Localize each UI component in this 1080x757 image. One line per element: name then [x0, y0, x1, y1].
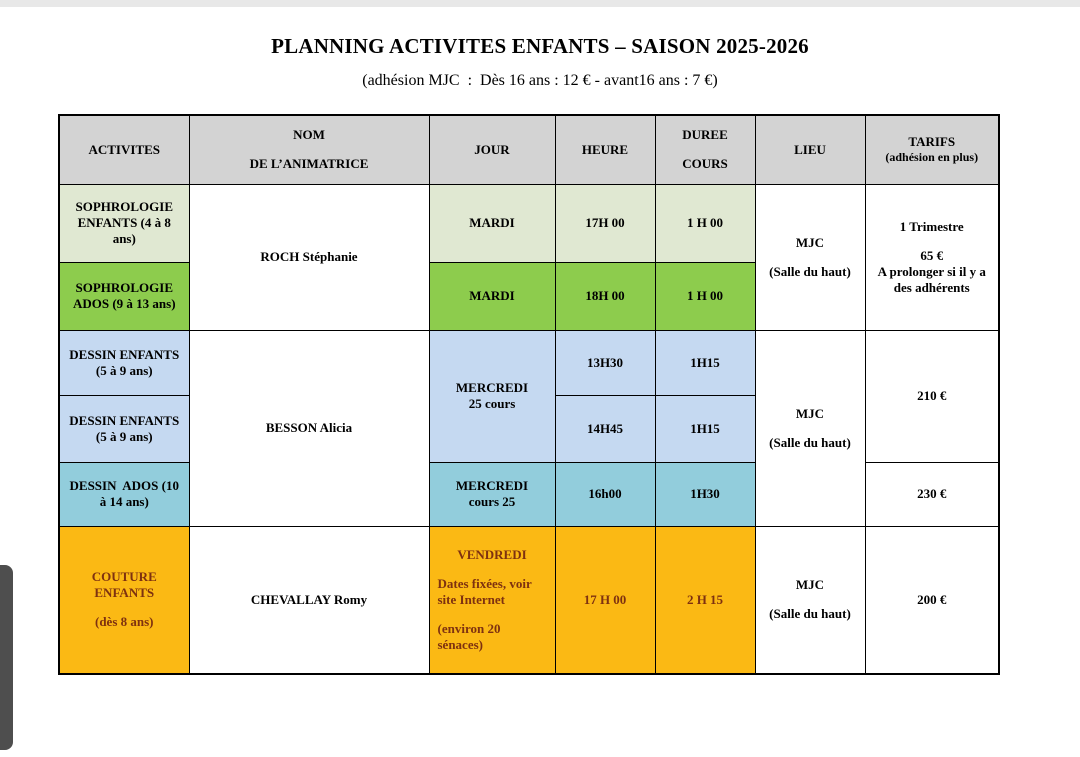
- page-title: PLANNING ACTIVITES ENFANTS – SAISON 2025-2026: [271, 34, 809, 58]
- cell-animatrice-besson: BESSON Alicia: [189, 330, 429, 526]
- cell-tarif-sophrologie: [865, 184, 999, 330]
- cell-heure-dessin-enfants-1: 13H30: [555, 330, 655, 395]
- header-lieu-label: LIEU: [794, 141, 826, 157]
- cell-heure-sophrologie-enfants: 17H 00: [555, 184, 655, 262]
- table-header-row: [59, 115, 999, 184]
- activite-couture-line1: COUTURE ENFANTS: [91, 569, 157, 601]
- lieu-couture-line2: (Salle du haut): [769, 606, 851, 622]
- cell-duree-dessin-ados: 1H30: [655, 462, 755, 526]
- cell-duree-dessin-enfants-1: 1H15: [655, 330, 755, 395]
- header-lieu: [755, 115, 865, 184]
- lieu-sophrologie-line1: MJC: [795, 234, 825, 250]
- cell-animatrice-chevallay: CHEVALLAY Romy: [189, 526, 429, 674]
- cell-activite-dessin-enfants-1: DESSIN ENFANTS (5 à 9 ans): [59, 330, 189, 395]
- cell-jour-dessin-ados: [429, 462, 555, 526]
- cell-lieu-dessin: [755, 330, 865, 526]
- header-nom-line2: DE L’ANIMATRICE: [249, 156, 369, 172]
- cell-jour-sophrologie-enfants: MARDI: [429, 184, 555, 262]
- page-subtitle: (adhésion MJC : Dès 16 ans : 12 € - avant16 ans : 7 €): [362, 72, 718, 89]
- cell-jour-dessin-enfants: [429, 330, 555, 462]
- row-couture-enfants: [59, 526, 999, 674]
- cell-lieu-sophrologie: [755, 184, 865, 330]
- cell-heure-dessin-ados: 16h00: [555, 462, 655, 526]
- row-sophrologie-enfants: [59, 184, 999, 262]
- jour-couture-line1: VENDREDI: [457, 546, 527, 562]
- lieu-sophrologie-line2: (Salle du haut): [769, 263, 851, 279]
- header-jour: [429, 115, 555, 184]
- cell-tarif-dessin-ados: 230 €: [865, 462, 999, 526]
- cell-lieu-couture: [755, 526, 865, 674]
- jour-couture-line3: (environ 20 sénaces): [437, 620, 501, 652]
- lieu-dessin-line1: MJC: [795, 405, 825, 421]
- header-duree-line2: COURS: [682, 156, 728, 172]
- activite-couture-line2: (dès 8 ans): [94, 614, 154, 630]
- jour-dessin-ados-line1: MERCREDI: [455, 478, 529, 493]
- cell-heure-couture: 17 H 00: [555, 526, 655, 674]
- lieu-dessin-line2: (Salle du haut): [769, 434, 851, 450]
- header-tarifs-line1: TARIFS: [908, 134, 956, 150]
- jour-dessin-ados-line2: cours 25: [468, 494, 516, 509]
- header-jour-label: JOUR: [474, 141, 510, 157]
- header-tarifs-line2: (adhésion en plus): [885, 150, 979, 165]
- cell-tarif-dessin-enfants: 210 €: [865, 330, 999, 462]
- header-tarifs: [865, 115, 999, 184]
- header-duree-cours: [655, 115, 755, 184]
- row-dessin-enfants-1: [59, 330, 999, 395]
- cell-activite-dessin-ados: DESSIN ADOS (10 à 14 ans): [59, 462, 189, 526]
- header-heure: [555, 115, 655, 184]
- jour-dessin-enfants-line1: MERCREDI: [455, 380, 529, 395]
- cell-activite-sophrologie-ados: SOPHROLOGIE ADOS (9 à 13 ans): [59, 262, 189, 330]
- cell-heure-dessin-enfants-2: 14H45: [555, 395, 655, 462]
- cell-duree-sophrologie-ados: 1 H 00: [655, 262, 755, 330]
- planning-table: [58, 114, 1000, 675]
- header-heure-label: HEURE: [581, 141, 629, 157]
- window-top-bar: [0, 0, 1080, 7]
- header-activites: [59, 115, 189, 184]
- cell-heure-sophrologie-ados: 18H 00: [555, 262, 655, 330]
- cell-duree-dessin-enfants-2: 1H15: [655, 395, 755, 462]
- cell-duree-sophrologie-enfants: 1 H 00: [655, 184, 755, 262]
- header-duree-line1: DUREE: [682, 127, 728, 143]
- lieu-couture-line1: MJC: [795, 577, 825, 593]
- jour-dessin-enfants-line2: 25 cours: [468, 396, 516, 411]
- header-nom-animatrice: [189, 115, 429, 184]
- cell-jour-sophrologie-ados: MARDI: [429, 262, 555, 330]
- cell-duree-couture: 2 H 15: [655, 526, 755, 674]
- jour-couture-line2: Dates fixées, voir site Internet: [437, 575, 532, 607]
- vertical-scrollbar-handle[interactable]: [0, 565, 13, 750]
- tarif-sophrologie-line1: 1 Trimestre: [899, 218, 964, 234]
- header-activites-label: ACTIVITES: [88, 141, 161, 157]
- tarif-sophrologie-line3: A prolonger si il y a des adhérents: [877, 263, 986, 295]
- cell-jour-couture: [429, 526, 555, 674]
- cell-activite-dessin-enfants-2: DESSIN ENFANTS (5 à 9 ans): [59, 395, 189, 462]
- cell-tarif-couture: 200 €: [865, 526, 999, 674]
- cell-activite-couture: [59, 526, 189, 674]
- header-nom-line1: NOM: [293, 127, 325, 143]
- cell-animatrice-roch: ROCH Stéphanie: [189, 184, 429, 330]
- cell-activite-sophrologie-enfants: SOPHROLOGIE ENFANTS (4 à 8 ans): [59, 184, 189, 262]
- tarif-sophrologie-line2: 65 €: [920, 247, 944, 263]
